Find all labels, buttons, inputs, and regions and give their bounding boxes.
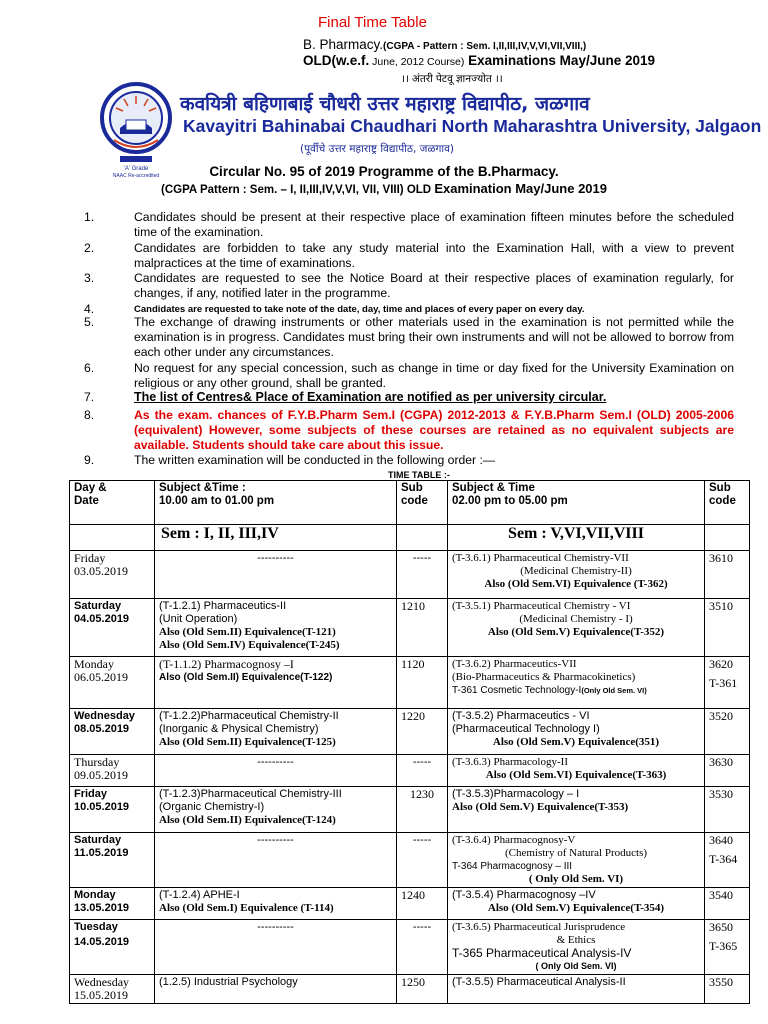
header-day-date: Day & Date	[70, 481, 155, 525]
university-name-marathi: कवयित्री बहिणाबाई चौधरी उत्तर महाराष्ट्र विद्यापीठ, जळगाव	[180, 93, 590, 115]
date: 06.05.2019	[74, 670, 128, 684]
header-subject-am-title: Subject &Time :	[159, 482, 246, 494]
date: 11.05.2019	[74, 847, 129, 859]
code-am-cell: -----	[397, 920, 448, 975]
header-sub-code	[397, 481, 448, 525]
instruction-text: Candidates are requested to see the Notice Board at their respective places of examination regularly, for changes, if any, notified later in the programme.	[134, 271, 734, 301]
code-pm-cell	[705, 709, 750, 755]
course-name: B. Pharmacy.	[303, 37, 384, 52]
equivalence-line: Also (Old Sem.II) Equivalence(T-124)	[159, 814, 336, 826]
day-date-cell	[70, 975, 155, 1004]
code-am-cell: -----	[397, 551, 448, 599]
table-row	[70, 975, 750, 1004]
subject-line: (Medicinal Chemistry-II)	[520, 565, 632, 577]
day: Wednesday	[74, 975, 130, 989]
subject-am-cell	[155, 709, 397, 755]
equivalence-line: Also (Old Sem.V) Equivalence(T-353)	[452, 801, 629, 813]
instruction-text: Candidates should be present at their respective place of examination fifteen minutes before the scheduled time of the examination.	[134, 210, 734, 240]
only-old-sem-note: ( Only Old Sem. VI)	[528, 873, 624, 885]
code-pm-cell	[705, 888, 750, 920]
subject-am-cell	[155, 657, 397, 709]
subject-line: (T-1.2.2)Pharmaceutical Chemistry-II	[159, 710, 339, 722]
only-old-sem-note: (Only Old Sem. VI)	[581, 686, 647, 695]
instruction-text: Candidates are forbidden to take any study material into the Examination Hall, with a view to prevent malpractices at the time of examinations.	[134, 241, 734, 271]
instruction-number: 5.	[84, 315, 95, 329]
subject-pm-cell	[448, 709, 705, 755]
equivalence-line: Also (Old Sem.II) Equivalence(T-121)	[159, 626, 336, 638]
code: 3520	[709, 709, 733, 723]
table-row	[70, 787, 750, 833]
subject-line: T-365 Pharmaceutical Analysis-IV	[452, 946, 632, 960]
subject-am-cell	[155, 975, 397, 1004]
day-date-cell	[70, 787, 155, 833]
subject-line: ----------	[257, 756, 294, 768]
final-time-table-title: Final Time Table	[318, 14, 427, 31]
day: Monday	[74, 657, 114, 671]
timetable-label: TIME TABLE :-	[388, 470, 450, 480]
code-pm-cell	[705, 657, 750, 709]
subject-line: (T-3.5.5) Pharmaceutical Analysis-II	[452, 976, 626, 988]
subject-pm-cell	[448, 787, 705, 833]
equivalence-line: Also (Old Sem.VI) Equivalence(T-363)	[485, 769, 667, 781]
subject-line: ----------	[257, 921, 294, 933]
code-pm-cell	[705, 551, 750, 599]
date: 04.05.2019	[74, 613, 130, 625]
subject-pm-cell	[448, 975, 705, 1004]
header-subject-am	[155, 481, 397, 525]
code-am-cell: -----	[397, 755, 448, 787]
exam-prefix: OLD(w.e.f.	[303, 53, 370, 68]
equivalence-line: Also (Old Sem.II) Equivalence(T-122)	[159, 672, 333, 683]
subject-am-cell	[155, 833, 397, 888]
subject-line: & Ethics	[556, 934, 596, 946]
subject-line: (T-1.2.4) APHE-I	[159, 889, 240, 901]
code: T-361	[709, 676, 738, 690]
subject-pm-cell	[448, 833, 705, 888]
subject-line: (T-1.2.1) Pharmaceutics-II	[159, 600, 287, 612]
instruction-text: The written examination will be conducted in the following order :—	[134, 453, 496, 467]
exam-line	[303, 53, 655, 68]
code-pm-cell	[705, 755, 750, 787]
subject-line: (Bio-Pharmaceutics & Pharmacokinetics)	[452, 671, 636, 683]
subject-am-cell	[155, 551, 397, 599]
instruction-item	[84, 241, 734, 273]
code-pm-cell	[705, 787, 750, 833]
instruction-text: As the exam. chances of F.Y.B.Pharm Sem.I (CGPA) 2012-2013 & F.Y.B.Pharm Sem.I (OLD) 2005-2006 (equivalent) However, some subjects of these courses are retained as no equivalent subjects are available. Students should take care about this issue.	[134, 408, 734, 453]
subject-am-cell	[155, 888, 397, 920]
table-row	[70, 888, 750, 920]
instruction-number: 9.	[84, 453, 95, 467]
instruction-number: 1.	[84, 210, 95, 224]
subject-line: (T-1.2.3)Pharmaceutical Chemistry-III	[159, 788, 342, 800]
subject-line: (Medicinal Chemistry - I)	[519, 613, 633, 625]
instruction-number: 7.	[84, 390, 95, 404]
equivalence-line: Also (Old Sem.II) Equivalence(T-125)	[159, 736, 336, 748]
code: 3640	[709, 833, 733, 847]
code-am-cell: 1120	[397, 657, 448, 709]
semester-row	[70, 525, 750, 551]
subject-pm-cell	[448, 551, 705, 599]
subject-line: T-364 Pharmacognosy – III	[452, 861, 573, 872]
instruction-item	[84, 315, 734, 361]
subject-line: (T-1.1.2) Pharmacognosy –I	[159, 657, 294, 671]
table-row	[70, 920, 750, 975]
subject-line: ----------	[257, 552, 294, 564]
equivalence-line: Also (Old Sem.V) Equivalence(T-352)	[487, 626, 665, 638]
code: 3650	[709, 920, 733, 934]
header-sub-code-b	[705, 481, 750, 525]
exam-session: Examinations May/June 2019	[464, 53, 655, 68]
subject-pm-cell	[448, 657, 705, 709]
code-am-cell: 1240	[397, 888, 448, 920]
date: 08.05.2019	[74, 723, 130, 735]
subject-line: ----------	[257, 834, 294, 846]
header-subject-am-time: 10.00 am to 01.00 pm	[159, 495, 275, 507]
day-date-cell	[70, 599, 155, 657]
code-am-cell: -----	[397, 833, 448, 888]
subject-line: (T-3.5.4) Pharmacognosy –IV	[452, 889, 596, 901]
day-date-cell	[70, 709, 155, 755]
instruction-number: 3.	[84, 271, 95, 285]
day-date-cell	[70, 755, 155, 787]
code: 3540	[709, 888, 733, 902]
exam-course-year: June, 2012 Course)	[369, 56, 465, 68]
code: 3630	[709, 755, 733, 769]
date: 14.05.2019	[74, 936, 130, 948]
day-date-cell	[70, 888, 155, 920]
day: Monday	[74, 889, 116, 901]
semester-empty-cell	[397, 525, 448, 551]
day-date-cell	[70, 833, 155, 888]
subject-line: (T-3.6.4) Pharmacognosy-V	[452, 834, 576, 846]
instruction-text: The list of Centres& Place of Examination are notified as per university circular.	[134, 390, 607, 404]
university-motto: ।। अंतरी पेटवू ज्ञानज्योत ।।	[401, 73, 503, 85]
equivalence-line: Also (Old Sem.V) Equivalence(351)	[492, 736, 660, 748]
subject-am-cell	[155, 755, 397, 787]
day: Friday	[74, 788, 108, 800]
equivalence-line: Also (Old Sem.I) Equivalence (T-114)	[159, 902, 334, 914]
instruction-item	[84, 361, 734, 393]
header-sub-code-1: Sub	[401, 482, 423, 494]
course-line	[303, 37, 586, 52]
instruction-item	[84, 210, 734, 242]
code-pm-cell	[705, 975, 750, 1004]
day-date-cell	[70, 551, 155, 599]
subject-am-cell	[155, 920, 397, 975]
subject-line: (Pharmaceutical Technology I)	[452, 723, 600, 735]
instruction-text: No request for any special concession, such as change in time or day fixed for the University Examination on religious or any other ground, shall be granted.	[134, 361, 734, 391]
date: 13.05.2019	[74, 902, 130, 914]
table-row	[70, 551, 750, 599]
code-am-cell: 1250	[397, 975, 448, 1004]
subject-line: T-361 Cosmetic Technology-I	[452, 685, 582, 696]
instruction-text: The exchange of drawing instruments or other materials used in the examination is not permitted while the examination is in progress. Candidates must bring their own instruments and will not be allowed to borrow from each other under any circumstances.	[134, 315, 734, 360]
subject-pm-cell	[448, 888, 705, 920]
code: 3530	[709, 787, 733, 801]
semester-left: Sem : I, II, III,IV	[155, 525, 397, 551]
date: 15.05.2019	[74, 988, 128, 1002]
exam-pattern-line	[0, 181, 768, 196]
subject-am-cell	[155, 599, 397, 657]
code-am-cell: 1230	[397, 787, 448, 833]
subject-line: (1.2.5) Industrial Psychology	[159, 976, 298, 988]
circular-title: Circular No. 95 of 2019 Programme of the B.Pharmacy.	[209, 164, 559, 179]
subject-pm-cell	[448, 755, 705, 787]
header-sub-code-b-2: code	[709, 495, 736, 507]
subject-line: (T-3.5.1) Pharmaceutical Chemistry - VI	[452, 600, 631, 612]
subject-am-cell	[155, 787, 397, 833]
date: 10.05.2019	[74, 801, 130, 813]
code: 3510	[709, 599, 733, 613]
semester-empty-cell	[705, 525, 750, 551]
semester-right: Sem : V,VI,VII,VIII	[448, 525, 705, 551]
table-row	[70, 833, 750, 888]
header-subject-pm-title: Subject & Time	[452, 482, 535, 494]
header-sub-code-b-1: Sub	[709, 482, 731, 494]
day: Tuesday	[74, 921, 118, 933]
header-subject-pm-time: 02.00 pm to 05.00 pm	[452, 495, 568, 507]
code-pm-cell	[705, 599, 750, 657]
subject-pm-cell	[448, 920, 705, 975]
code: 3620	[709, 657, 733, 671]
instruction-number: 2.	[84, 241, 95, 255]
code: T-365	[709, 939, 738, 953]
table-row	[70, 657, 750, 709]
pattern-exam: Examination May/June 2019	[434, 181, 607, 196]
date: 09.05.2019	[74, 768, 128, 782]
day: Saturday	[74, 834, 122, 846]
semester-empty-cell	[70, 525, 155, 551]
day: Saturday	[74, 600, 122, 612]
subject-pm-cell	[448, 599, 705, 657]
subject-line: (T-3.5.2) Pharmaceutics - VI	[452, 710, 590, 722]
only-old-sem-note: ( Only Old Sem. VI)	[535, 961, 617, 971]
day: Friday	[74, 551, 106, 565]
instruction-item	[84, 271, 734, 303]
subject-line: (T-3.6.3) Pharmacology-II	[452, 756, 568, 768]
code: 3550	[709, 975, 733, 989]
day: Wednesday	[74, 710, 135, 722]
instruction-number: 8.	[84, 408, 95, 422]
day-date-cell	[70, 920, 155, 975]
equivalence-line: Also (Old Sem.V) Equivalence(T-354)	[487, 902, 665, 914]
day: Thursday	[74, 755, 120, 769]
svg-text:NAAC Re-accredited: NAAC Re-accredited	[112, 173, 160, 179]
instruction-text: Candidates are requested to take note of the date, day, time and places of every paper on every day.	[134, 304, 585, 315]
code-am-cell: 1210	[397, 599, 448, 657]
day-date-cell	[70, 657, 155, 709]
date: 03.05.2019	[74, 564, 128, 578]
header-subject-pm	[448, 481, 705, 525]
university-name-english: Kavayitri Bahinabai Chaudhari North Maharashtra University, Jalgaon	[183, 116, 762, 136]
instruction-item	[84, 390, 734, 406]
code-am-cell: 1220	[397, 709, 448, 755]
course-pattern: (CGPA - Pattern : Sem. I,II,III,IV,V,VI,VII,VIII,)	[383, 41, 587, 52]
table-row	[70, 755, 750, 787]
time-table	[69, 480, 750, 1004]
instruction-number: 4.	[84, 302, 95, 316]
subject-line: (T-3.5.3)Pharmacology – I	[452, 788, 580, 800]
subject-line: (Unit Operation)	[159, 613, 238, 625]
code-pm-cell	[705, 833, 750, 888]
code: T-364	[709, 852, 738, 866]
instruction-item	[84, 408, 734, 454]
subject-line: (Organic Chemistry-I)	[159, 801, 265, 813]
subject-line: (T-3.6.5) Pharmaceutical Jurisprudence	[452, 921, 626, 933]
subject-line: (Inorganic & Physical Chemistry)	[159, 723, 319, 735]
instruction-item	[84, 453, 734, 469]
code: 3610	[709, 551, 733, 565]
equivalence-line: Also (Old Sem.IV) Equivalence(T-245)	[159, 639, 340, 651]
subject-line: (T-3.6.2) Pharmaceutics-VII	[452, 658, 577, 670]
table-header-row	[70, 481, 750, 525]
header-sub-code-2: code	[401, 495, 428, 507]
university-former-name: (पूर्वीचे उत्तर महाराष्ट्र विद्यापीठ, जळगाव)	[300, 143, 455, 155]
equivalence-line: Also (Old Sem.VI) Equivalence (T-362)	[484, 578, 668, 590]
subject-line: (Chemistry of Natural Products)	[504, 847, 648, 859]
code-pm-cell	[705, 920, 750, 975]
subject-line: (T-3.6.1) Pharmaceutical Chemistry-VII	[452, 552, 629, 564]
svg-text:'A' Grade: 'A' Grade	[123, 166, 149, 172]
table-row	[70, 599, 750, 657]
table-row	[70, 709, 750, 755]
instruction-number: 6.	[84, 361, 95, 375]
pattern-sems: (CGPA Pattern : Sem. – I, II,III,IV,V,VI, VII, VIII) OLD	[161, 184, 435, 196]
